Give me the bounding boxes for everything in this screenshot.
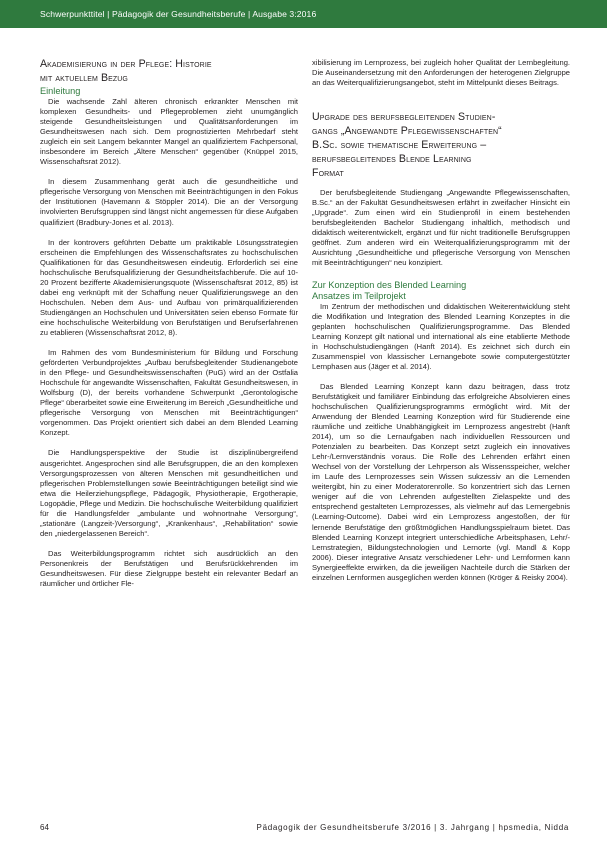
section-heading-line-5: Format: [312, 167, 344, 180]
page-footer: [0, 818, 607, 838]
paragraph: Im Rahmen des vom Bundesministerium für Bildung und Forschung geförderten Verbundprojektes „Aufbau berufsbegleitender Studienangebote in den Pflege- und Gesundheitswissenschaften (PuG) wird an der Ostfalia Hochschule für angewandte Wissenschaften, Fakultät Gesundheitswesen, in Wolfsburg (D), der bereits vorhandene Schwerpunkt „Gerontologische Pflege“ überarbeitet sowie eine Erweiterung im Bereich „Gesundheitliche und pflegerische Versorgung von Menschen mit Beeinträchtigungen“ vorgenommen. Das Projekt orientiert sich dabei an dem Blended Learning Konzept.: [40, 348, 298, 438]
section-heading-line-3: B.Sc. sowie thematische Erweiterung –: [312, 139, 487, 152]
page-number: 64: [40, 823, 49, 832]
paragraph: In diesem Zusammenhang gerät auch die gesundheitliche und pflegerische Versorgung von Menschen mit Beeinträchtigungen in den Fokus der Institutionen (Havemann & Stöppler 2014). Die an der Versorgung involvierten Berufsgruppen sind längst nicht angemessen für diese Aufgaben qualifiziert (Bradbury-Jones et al. 2013).: [40, 177, 298, 227]
section-heading-line-2: gangs „Angewandte Pflegewissenschaften“: [312, 125, 502, 138]
right-column: [312, 58, 570, 583]
paragraph: Das Blended Learning Konzept kann dazu beitragen, dass trotz Berufstätigkeit und familiärer Einbindung das erfolgreiche Absolvieren eines hochschulischen Qualifizierungsprogramms ermöglicht wird. Mit der Anwendung der Blended Learning Konzeption wird für Studierende eine räumliche und zeitliche Unabhängigkeit im Lernprozess angestrebt (Hanft 2014), um so die Lernaufgaben nach individuellen Ressourcen und Potenzialen zu bearbeiten. Das Konzept setzt zugleich ein innovatives Lehr-/Lernverständnis voraus. Die Rolle des Lehrenden erfährt einen Wechsel von der Vorstellung der Lehrperson als Wissensspeicher, welcher im Laufe des Lernprozesses sein Wissen sukzessiv an die Lernenden weitergibt, hin zu einer Moderatorenrolle. So konzentriert sich das Lernen weniger auf die von Lehrenden aufgestellten Zielaspekte und des entsprechend gestalteten Lernprozesses, als vielmehr auf das Lernergebnis (Learning-Outcome). Dabei wird ein Lernprozess angestoßen, der für lernende Berufstätige den größtmöglichen Handlungsspielraum bietet. Das Blended Learning Konzept integriert unterschiedliche Arbeitsphasen, Lehr/-Lernstrategien, Bildungstechnologien und Lernorte (vgl. Mandl & Kopp 2006). Dieser integrative Ansatz verschiedener Lehr- und Lernformen kann Synergieeffekte erwirken, da die jeweiligen Nachteile durch die Stärken der einzelnen Lernformen ausgeglichen werden können (Kröger & Reisky 2004).: [312, 381, 570, 582]
article-heading-line-1: Akademisierung in der Pflege: Historie: [40, 58, 212, 70]
section-heading-line-1: Upgrade des berufsbegleitenden Studien-: [312, 111, 496, 124]
paragraph: Die Handlungsperspektive der Studie ist disziplinübergreifend ausgerichtet. Angesprochen sind alle Berufsgruppen, die an den komplexen Versorgungsprozessen von älteren Menschen mit gesundheitlichen und pflegerischen Problemstellungen sowie Beeinträchtigungen beteiligt sind wie etwa die Heilerziehungspflege, Pädagogik, Physiotherapie, Ergotherapie, Logopädie, Pflege und Medizin. Die hochschulische Weiterbildung qualifiziert für die Handlungsfelder „ambulante und wohnortnahe Versorgung“, „stationäre (Langzeit-)Versorgung“, „Krankenhaus“, „Rehabilitation“ sowie den „niedergelassenen Bereich“.: [40, 448, 298, 538]
running-header-text: Schwerpunkttitel | Pädagogik der Gesundheitsberufe | Ausgabe 3:2016: [40, 9, 317, 19]
paragraph: In der kontrovers geführten Debatte um praktikable Lösungsstrategien erscheinen die Empfehlungen des Wissenschaftsrates zu hochschulischen Qualifikationen für das Gesundheitswesen eindeutig. Erforderlich sei eine hochschulische Berufsqualifizierung der Gesundheitsfachberufe. Die auf 10-20 Prozent bezifferte Akademisierungsquote (Wissenschaftsrat 2012, 85) ist dabei eng verknüpft mit der Schaffung neuer Qualifizierungswege an den Hochschulen. Neben dem Aus- und Aufbau von primärqualifizierenden Studiengängen an Hochschulen und Universitäten seien ebenso Formate für eine hochschulische Weiterbildung von Berufstätigen und Berufserfahrenen zu etablieren (Wissenschaftsrat 2012, 8).: [40, 237, 298, 337]
article-heading: [40, 57, 298, 85]
paragraph: Die wachsende Zahl älteren chronisch erkrankter Menschen mit komplexen Gesundheits- und Pflegeproblemen zieht unumgänglich steigende Gesundheitsleistungen und Qualitätsanforderungen im Gesundheitswesen nach sich. Dem prognostizierten Mehrbedarf steht zugleich ein seit Langem bekannter Mangel an qualifiziertem Fachpersonal, insbesondere im Bereich „Ältere Menschen“ gegenüber (Knüppel 2015, Wissenschaftsrat 2012).: [40, 97, 298, 167]
subheading-konzeption-line-2: Ansatzes im Teilprojekt: [312, 290, 406, 301]
section-heading-line-4: berufsbegleitendes Blende Learning: [312, 153, 472, 166]
article-heading-line-2: mit aktuellem Bezug: [40, 72, 128, 84]
paragraph: Das Weiterbildungsprogramm richtet sich ausdrücklich an den Personenkreis der Berufstätigen und Berufsrückkehrenden im Gesundheitswesen. Für diese Zielgruppe besteht ein relevanter Bedarf an räumlicher und örtlicher Fle-: [40, 548, 298, 589]
paragraph: Der berufsbegleitende Studiengang „Angewandte Pflegewissenschaften, B.Sc.“ an der Fakultät Gesundheitswesen erfährt in zweifacher Hinsicht ein „Upgrade“. Zum einen wird ein Studienprofil in einem bestehenden berufsbegleitenden Bachelor Studiengang inhaltlich, methodisch und didaktisch weiterentwickelt, ergänzt und für nicht traditionelle Berufsgruppen geöffnet. Zum anderen wird ein Weiterqualifizierungsprogramm mit der Ausrichtung „Gesundheitliche und pflegerische Versorgung von Menschen mit Beeinträchtigungen“ neu konzipiert.: [312, 188, 570, 268]
subheading-konzeption-line-1: Zur Konzeption des Blended Learning: [312, 279, 467, 290]
publication-info: Pädagogik der Gesundheitsberufe 3/2016 | 3. Jahrgang | hpsmedia, Nidda: [256, 823, 569, 832]
paragraph: Im Zentrum der methodischen und didaktischen Weiterentwicklung steht die Modifikation und Integration des Blended Learning Konzeptes in die geplanten hochschulischen Qualifizierungsprogramme. Das Blended Learning Konzept gilt national und international als eine etablierte Methode in Hochschulstudiengängen (Hanft 2014). Es zeichnet sich durch ein Zusammenspiel von klassischer Lernangebote sowie computergestützter Lernphasen aus (Jäger et al. 2014).: [312, 301, 570, 371]
subheading-einleitung: Einleitung: [40, 86, 81, 96]
left-column: [40, 57, 298, 589]
section-heading: [312, 110, 570, 180]
running-header: [0, 0, 607, 28]
subheading-konzeption: [312, 280, 570, 302]
paragraph-continued: xibilisierung im Lernprozess, bei zugleich hoher Qualität der Lernbegleitung. Die Auseinandersetzung mit den Anforderungen der heterogenen Zielgruppe an das Weiterqualifizierungsangebot, steht im Mittelpunkt dieses Beitrags.: [312, 58, 570, 88]
